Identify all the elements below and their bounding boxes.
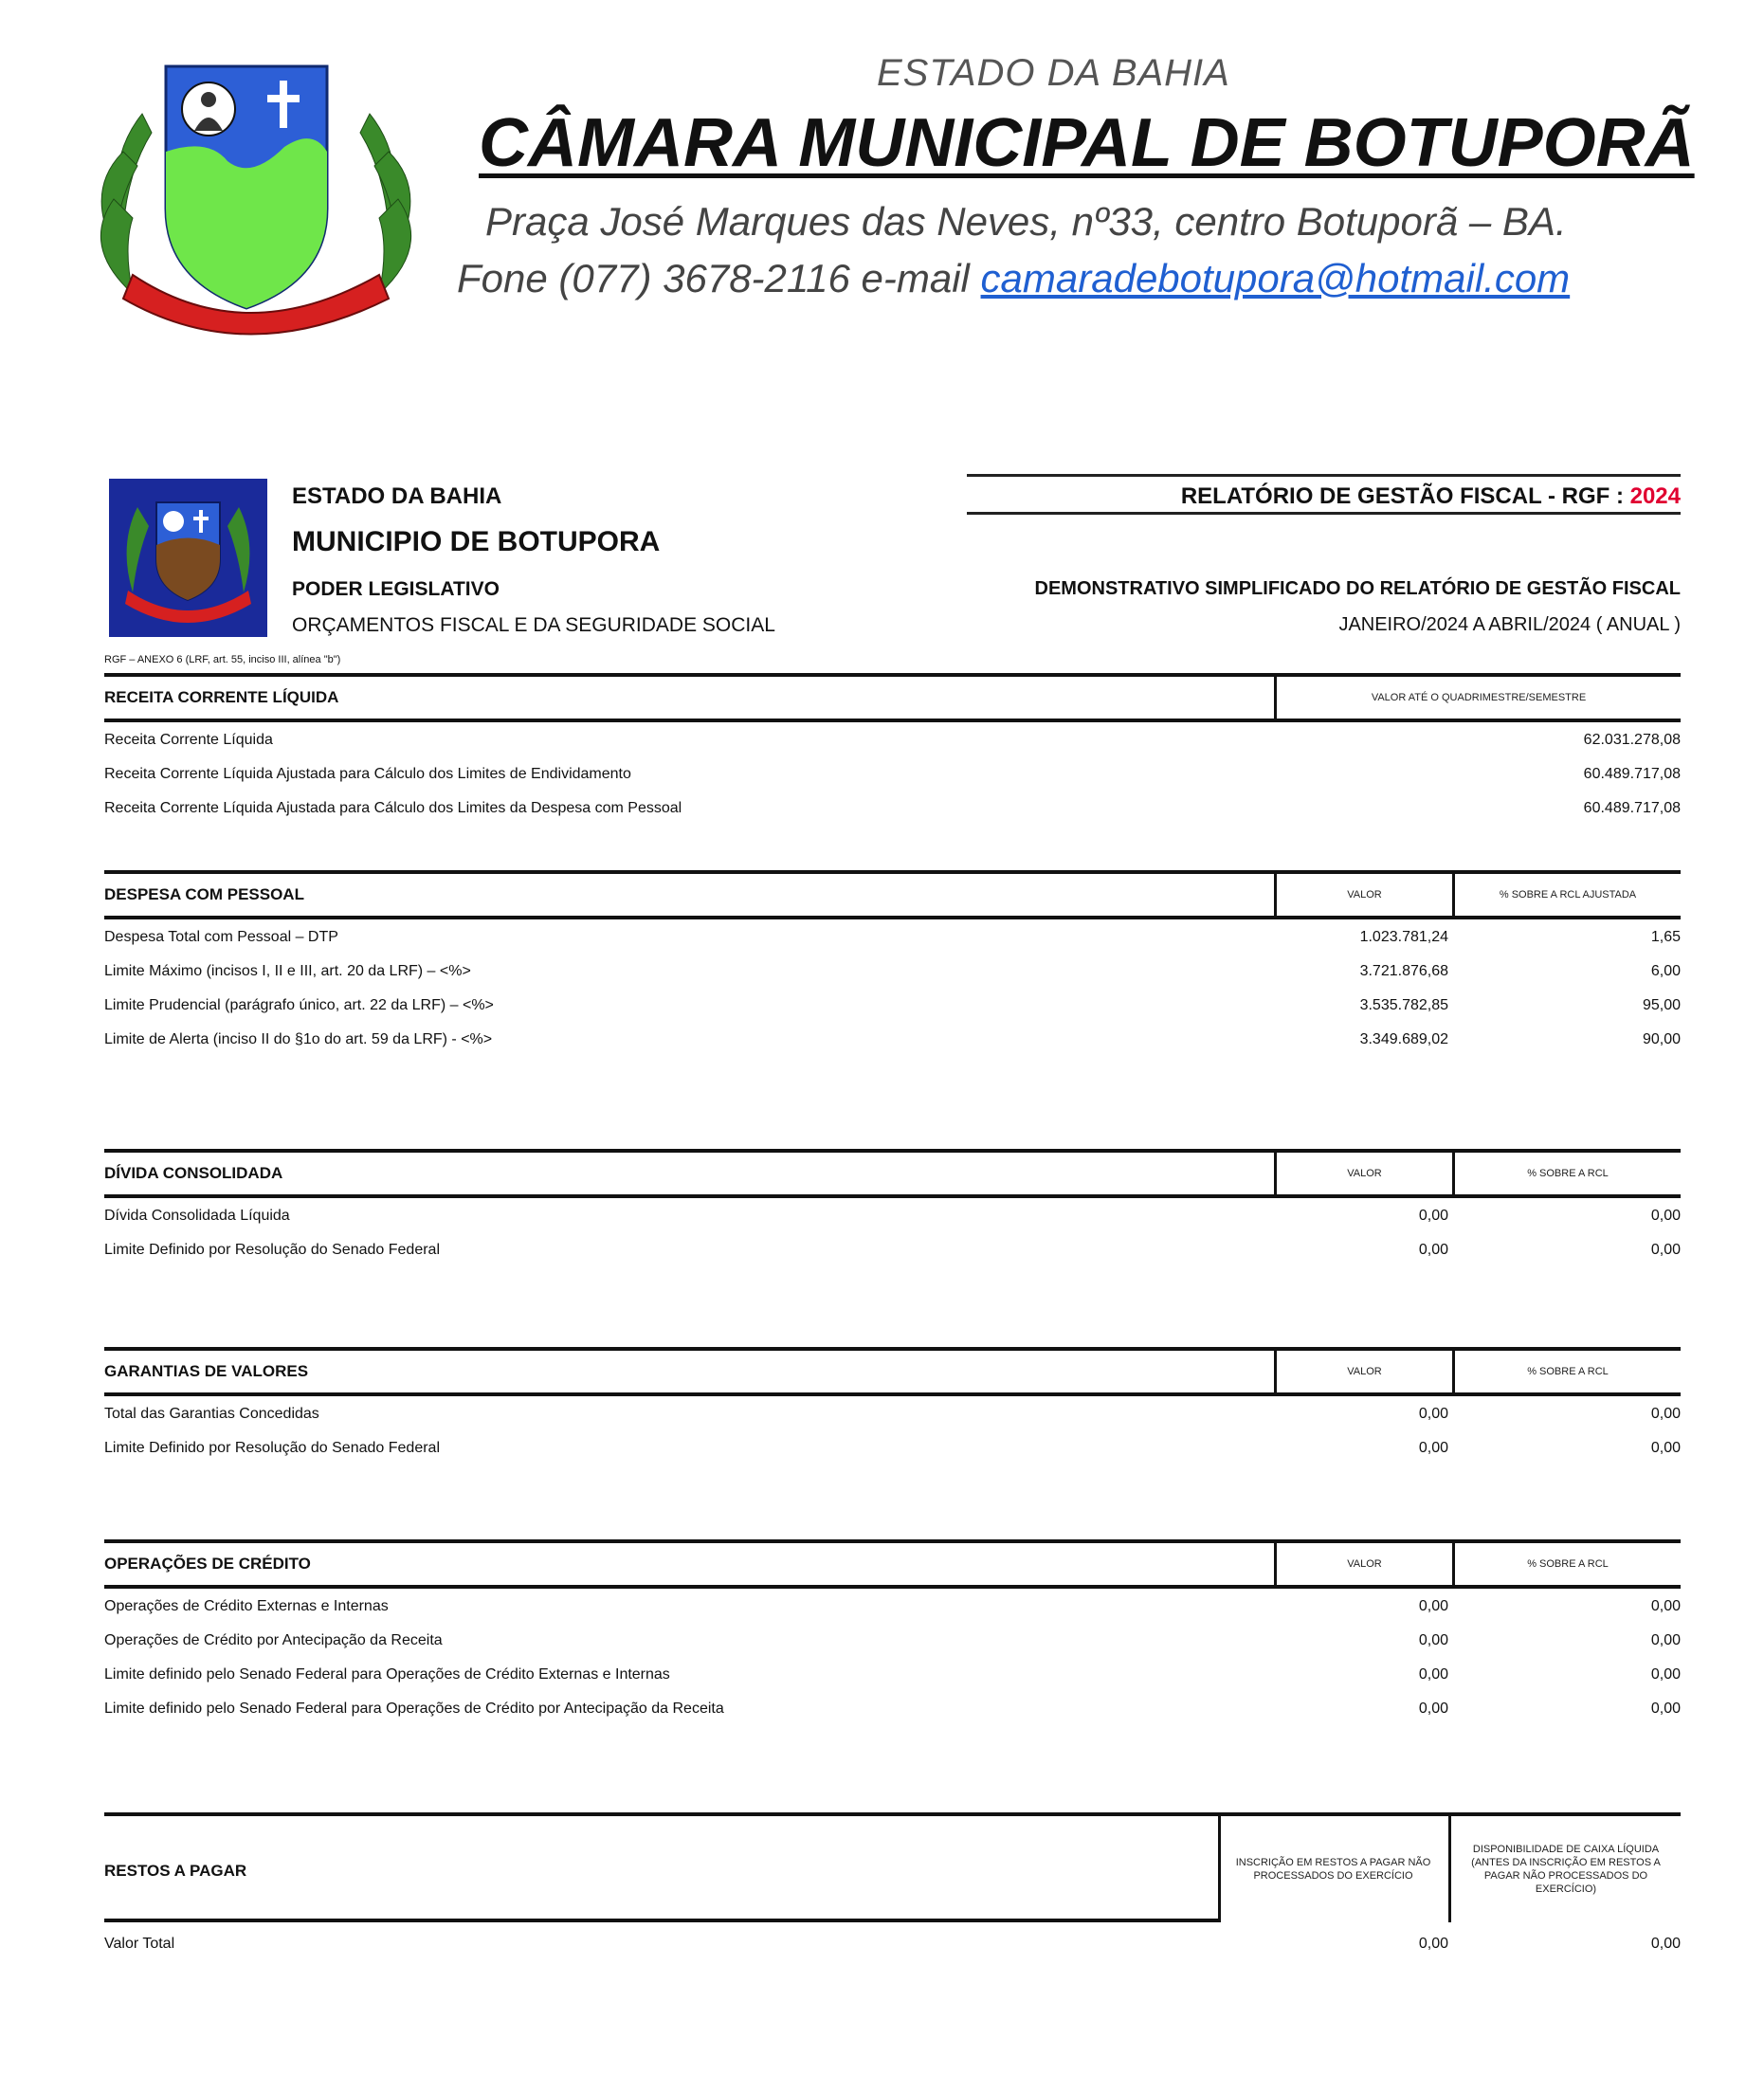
column-header-inscricao: INSCRIÇÃO EM RESTOS A PAGAR NÃO PROCESSADOS DO EXERCÍCIO bbox=[1218, 1816, 1446, 1922]
garantias-section bbox=[104, 1347, 1681, 1465]
section-title: DESPESA COM PESSOAL bbox=[104, 885, 304, 903]
row-value: 3.535.782,85 bbox=[1359, 997, 1448, 1013]
row-label: Limite Prudencial (parágrafo único, art. 22 da LRF) – <%> bbox=[104, 997, 494, 1013]
column-header-value: VALOR bbox=[1274, 874, 1452, 916]
row-percent: 0,00 bbox=[1650, 1598, 1681, 1614]
column-header-percent: % SOBRE A RCL bbox=[1452, 1543, 1681, 1585]
letterhead-address: Praça José Marques das Neves, nº33, centro Botuporã – BA. bbox=[485, 199, 1567, 244]
chamber-coat-of-arms bbox=[85, 57, 427, 351]
column-header-percent: % SOBRE A RCL AJUSTADA bbox=[1452, 874, 1681, 916]
table-row bbox=[104, 988, 1681, 1022]
section-title: GARANTIAS DE VALORES bbox=[104, 1362, 309, 1380]
row-value: 62.031.278,08 bbox=[1583, 732, 1681, 748]
divida-section bbox=[104, 1149, 1681, 1266]
table-row bbox=[104, 1589, 1681, 1623]
row-value: 0,00 bbox=[1418, 1701, 1448, 1717]
row-percent: 0,00 bbox=[1650, 1242, 1681, 1258]
pessoal-header bbox=[104, 870, 1681, 919]
report-power: PODER LEGISLATIVO bbox=[292, 578, 500, 600]
report-period: JANEIRO/2024 A ABRIL/2024 ( ANUAL ) bbox=[1338, 614, 1681, 635]
row-label: Total das Garantias Concedidas bbox=[104, 1406, 319, 1422]
restos-header bbox=[104, 1812, 1681, 1922]
row-label: Despesa Total com Pessoal – DTP bbox=[104, 929, 338, 945]
rgf-title bbox=[1181, 483, 1681, 510]
row-label: Limite Máximo (incisos I, II e III, art. 20 da LRF) – <%> bbox=[104, 963, 471, 979]
column-header-value: VALOR bbox=[1274, 1153, 1452, 1194]
rcl-section bbox=[104, 673, 1681, 825]
letterhead-phone: Fone (077) 3678-2116 e-mail bbox=[457, 256, 970, 300]
report-annex: RGF – ANEXO 6 (LRF, art. 55, inciso III, alínea "b") bbox=[104, 654, 341, 665]
table-row bbox=[104, 1657, 1681, 1691]
row-percent: 0,00 bbox=[1650, 1701, 1681, 1717]
row-label: Limite Definido por Resolução do Senado Federal bbox=[104, 1440, 440, 1456]
rgf-year: 2024 bbox=[1629, 483, 1681, 509]
table-row bbox=[104, 1623, 1681, 1657]
row-value: 0,00 bbox=[1418, 1208, 1448, 1224]
table-row bbox=[104, 1926, 1681, 1960]
divider bbox=[967, 512, 1681, 515]
row-percent: 95,00 bbox=[1642, 997, 1681, 1013]
table-row bbox=[104, 954, 1681, 988]
row-label: Receita Corrente Líquida bbox=[104, 732, 273, 748]
row-percent: 6,00 bbox=[1650, 963, 1681, 979]
column-header-value: VALOR bbox=[1274, 1543, 1452, 1585]
row-label: Limite definido pelo Senado Federal para Operações de Crédito por Antecipação da Receita bbox=[104, 1701, 724, 1717]
row-value: 1.023.781,24 bbox=[1359, 929, 1448, 945]
row-label: Receita Corrente Líquida Ajustada para Cálculo dos Limites da Despesa com Pessoal bbox=[104, 800, 682, 816]
column-header-disponibilidade: DISPONIBILIDADE DE CAIXA LÍQUIDA (ANTES DA INSCRIÇÃO EM RESTOS A PAGAR NÃO PROCESSADOS DO EXERCÍCIO) bbox=[1448, 1816, 1681, 1922]
table-row bbox=[104, 1396, 1681, 1430]
row-label: Limite Definido por Resolução do Senado Federal bbox=[104, 1242, 440, 1258]
row-percent: 90,00 bbox=[1642, 1031, 1681, 1047]
row-value: 0,00 bbox=[1418, 1936, 1448, 1952]
rcl-header bbox=[104, 673, 1681, 722]
section-title: DÍVIDA CONSOLIDADA bbox=[104, 1164, 283, 1182]
restos-underline bbox=[104, 1919, 1218, 1922]
row-percent: 0,00 bbox=[1650, 1666, 1681, 1683]
divider bbox=[967, 474, 1681, 477]
table-row bbox=[104, 1198, 1681, 1232]
table-row bbox=[104, 1691, 1681, 1725]
row-percent: 0,00 bbox=[1650, 1440, 1681, 1456]
row-label: Receita Corrente Líquida Ajustada para Cálculo dos Limites de Endividamento bbox=[104, 766, 631, 782]
letterhead-state: ESTADO DA BAHIA bbox=[877, 52, 1230, 94]
row-label: Valor Total bbox=[104, 1936, 175, 1952]
email-link[interactable]: camaradebotupora@hotmail.com bbox=[980, 256, 1571, 300]
row-value: 0,00 bbox=[1418, 1632, 1448, 1648]
row-value: 0,00 bbox=[1418, 1242, 1448, 1258]
row-value: 0,00 bbox=[1418, 1598, 1448, 1614]
row-value: 0,00 bbox=[1418, 1406, 1448, 1422]
letterhead-title: CÂMARA MUNICIPAL DE BOTUPORÃ bbox=[479, 105, 1695, 181]
section-title: RECEITA CORRENTE LÍQUIDA bbox=[104, 688, 339, 706]
table-row bbox=[104, 756, 1681, 791]
report-budget: ORÇAMENTOS FISCAL E DA SEGURIDADE SOCIAL bbox=[292, 614, 775, 636]
row-percent: 0,00 bbox=[1650, 1406, 1681, 1422]
row-value-disponibilidade: 0,00 bbox=[1650, 1936, 1681, 1952]
table-row bbox=[104, 1232, 1681, 1266]
row-value: 3.721.876,68 bbox=[1359, 963, 1448, 979]
row-percent: 0,00 bbox=[1650, 1208, 1681, 1224]
row-value: 0,00 bbox=[1418, 1666, 1448, 1683]
rgf-label: RELATÓRIO DE GESTÃO FISCAL - RGF : bbox=[1180, 483, 1624, 509]
row-label: Operações de Crédito por Antecipação da Receita bbox=[104, 1632, 443, 1648]
section-title: OPERAÇÕES DE CRÉDITO bbox=[104, 1555, 311, 1573]
row-value: 60.489.717,08 bbox=[1583, 766, 1681, 782]
row-percent: 1,65 bbox=[1650, 929, 1681, 945]
table-row bbox=[104, 1022, 1681, 1056]
table-row bbox=[104, 919, 1681, 954]
table-row bbox=[104, 1430, 1681, 1465]
report-municipality: MUNICIPIO DE BOTUPORA bbox=[292, 526, 661, 557]
column-header: VALOR ATÉ O QUADRIMESTRE/SEMESTRE bbox=[1274, 677, 1681, 719]
garantias-header bbox=[104, 1347, 1681, 1396]
row-value: 0,00 bbox=[1418, 1440, 1448, 1456]
table-row bbox=[104, 791, 1681, 825]
column-header-value: VALOR bbox=[1274, 1351, 1452, 1392]
operacoes-header bbox=[104, 1539, 1681, 1589]
row-label: Dívida Consolidada Líquida bbox=[104, 1208, 290, 1224]
operacoes-section bbox=[104, 1539, 1681, 1725]
divida-header bbox=[104, 1149, 1681, 1198]
row-label: Limite de Alerta (inciso II do §1o do art. 59 da LRF) - <%> bbox=[104, 1031, 493, 1047]
section-title: RESTOS A PAGAR bbox=[104, 1862, 247, 1880]
demo-title: DEMONSTRATIVO SIMPLIFICADO DO RELATÓRIO DE GESTÃO FISCAL bbox=[1034, 578, 1681, 599]
column-header-percent: % SOBRE A RCL bbox=[1452, 1351, 1681, 1392]
table-row bbox=[104, 722, 1681, 756]
row-value: 3.349.689,02 bbox=[1359, 1031, 1448, 1047]
municipal-coat-of-arms bbox=[109, 479, 267, 637]
restos-section bbox=[104, 1812, 1681, 1960]
row-label: Operações de Crédito Externas e Internas bbox=[104, 1598, 389, 1614]
report-state: ESTADO DA BAHIA bbox=[292, 483, 502, 509]
letterhead-contact bbox=[457, 256, 1570, 301]
row-label: Limite definido pelo Senado Federal para Operações de Crédito Externas e Internas bbox=[104, 1666, 670, 1683]
column-header-percent: % SOBRE A RCL bbox=[1452, 1153, 1681, 1194]
row-percent: 0,00 bbox=[1650, 1632, 1681, 1648]
pessoal-section bbox=[104, 870, 1681, 1056]
row-value: 60.489.717,08 bbox=[1583, 800, 1681, 816]
